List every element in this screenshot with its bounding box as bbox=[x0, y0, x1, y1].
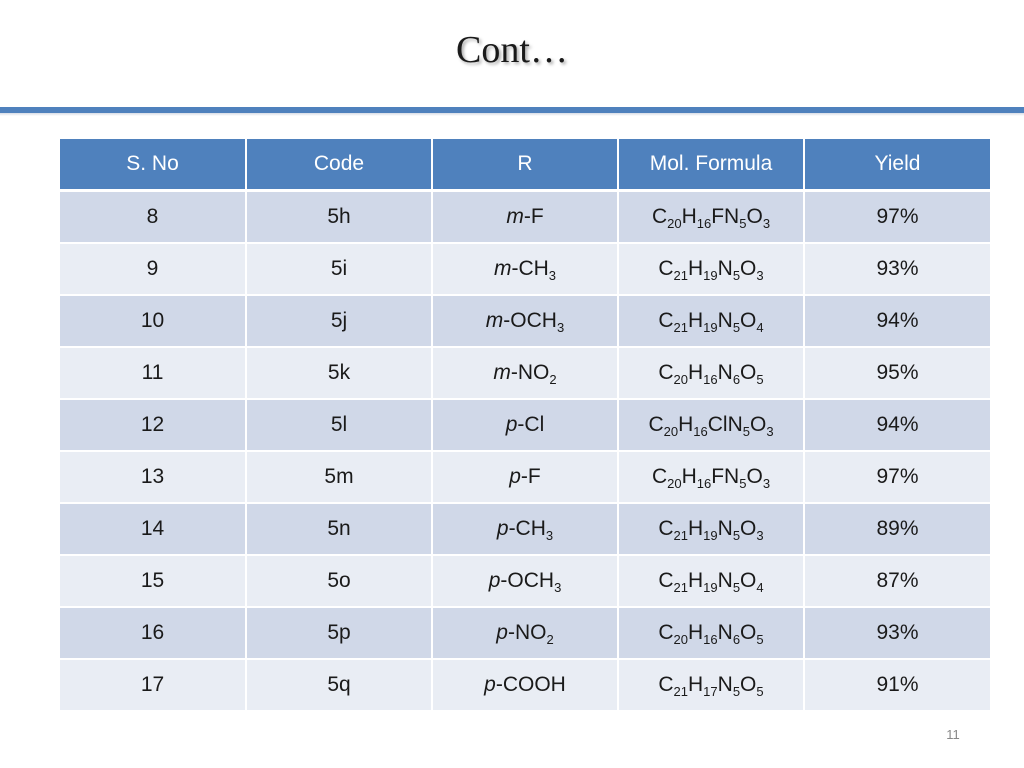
subscript: 20 bbox=[673, 372, 688, 387]
subscript: 3 bbox=[756, 528, 764, 543]
subscript: 5 bbox=[732, 580, 741, 595]
cell-mol-formula bbox=[618, 555, 804, 607]
text-part: -F bbox=[523, 205, 544, 228]
text-part: -NO bbox=[507, 621, 547, 644]
text-part: H bbox=[681, 205, 697, 228]
cell-r bbox=[432, 555, 618, 607]
r-position: m bbox=[506, 205, 524, 228]
text-part: -CH bbox=[508, 517, 546, 540]
text-part: -NO bbox=[510, 361, 550, 384]
cell-r bbox=[432, 295, 618, 347]
text-part: C bbox=[658, 621, 674, 644]
title-divider-shadow bbox=[0, 113, 1024, 116]
header-r: R bbox=[432, 139, 618, 191]
header-sno: S. No bbox=[60, 139, 246, 191]
cell-yield: 91% bbox=[804, 659, 990, 711]
table-row bbox=[60, 295, 990, 347]
r-position: p bbox=[509, 465, 521, 488]
cell-yield: 93% bbox=[804, 607, 990, 659]
slide-title: Cont… bbox=[456, 29, 568, 71]
text-part: O bbox=[740, 309, 757, 332]
text-part: H bbox=[688, 621, 704, 644]
text-part: O bbox=[740, 621, 757, 644]
subscript: 5 bbox=[732, 528, 741, 543]
cell-sno: 14 bbox=[60, 503, 246, 555]
cell-sno: 15 bbox=[60, 555, 246, 607]
cell-r bbox=[432, 243, 618, 295]
r-position: p bbox=[496, 517, 509, 540]
r-position: m bbox=[493, 361, 511, 384]
table-row bbox=[60, 503, 990, 555]
cell-yield: 97% bbox=[804, 191, 990, 244]
text-part: C bbox=[651, 465, 668, 488]
table-row bbox=[60, 555, 990, 607]
text-part: O bbox=[740, 361, 757, 384]
subscript: 21 bbox=[673, 580, 688, 595]
text-part: C bbox=[658, 309, 674, 332]
text-part: H bbox=[678, 413, 694, 436]
subscript: 5 bbox=[756, 632, 764, 647]
subscript: 21 bbox=[673, 320, 688, 335]
subscript: 3 bbox=[762, 476, 771, 491]
text-part: C bbox=[648, 413, 664, 436]
table-header-row bbox=[60, 139, 990, 191]
cell-code: 5k bbox=[246, 347, 432, 399]
r-position: m bbox=[493, 257, 512, 280]
cell-mol-formula bbox=[618, 347, 804, 399]
cell-mol-formula bbox=[618, 399, 804, 451]
r-position: m bbox=[485, 309, 504, 332]
cell-code: 5m bbox=[246, 451, 432, 503]
table-row bbox=[60, 243, 990, 295]
text-part: H bbox=[681, 465, 697, 488]
text-part: C bbox=[658, 361, 674, 384]
text-part: O bbox=[746, 205, 763, 228]
subscript: 5 bbox=[732, 268, 741, 283]
cell-sno: 17 bbox=[60, 659, 246, 711]
text-part: O bbox=[740, 569, 757, 592]
cell-mol-formula bbox=[618, 191, 804, 244]
subscript: 20 bbox=[667, 476, 682, 491]
subscript: 5 bbox=[732, 684, 741, 699]
table-body bbox=[60, 191, 990, 712]
cell-mol-formula bbox=[618, 503, 804, 555]
cell-sno: 11 bbox=[60, 347, 246, 399]
cell-sno: 9 bbox=[60, 243, 246, 295]
cell-code: 5l bbox=[246, 399, 432, 451]
cell-code: 5j bbox=[246, 295, 432, 347]
text-part: -OCH bbox=[503, 309, 557, 332]
cell-yield: 94% bbox=[804, 399, 990, 451]
subscript: 5 bbox=[742, 424, 750, 439]
r-position: p bbox=[488, 569, 501, 592]
cell-code: 5h bbox=[246, 191, 432, 244]
text-part: O bbox=[749, 413, 767, 436]
text-part: O bbox=[746, 465, 763, 488]
subscript: 2 bbox=[546, 632, 554, 647]
subscript: 5 bbox=[732, 320, 741, 335]
subscript: 3 bbox=[554, 580, 562, 595]
subscript: 20 bbox=[667, 216, 682, 231]
cell-r bbox=[432, 347, 618, 399]
table-row bbox=[60, 399, 990, 451]
text-part: O bbox=[740, 517, 757, 540]
subscript: 17 bbox=[703, 684, 718, 699]
text-part: C bbox=[658, 517, 674, 540]
text-part: O bbox=[740, 257, 757, 280]
text-part: -COOH bbox=[495, 673, 566, 696]
subscript: 5 bbox=[756, 684, 764, 699]
cell-r bbox=[432, 503, 618, 555]
text-part: C bbox=[658, 569, 674, 592]
subscript: 3 bbox=[556, 320, 565, 335]
text-part: N bbox=[717, 673, 733, 696]
page-number: 11 bbox=[946, 727, 960, 742]
cell-code: 5p bbox=[246, 607, 432, 659]
subscript: 20 bbox=[673, 632, 688, 647]
cell-yield: 89% bbox=[804, 503, 990, 555]
subscript: 3 bbox=[548, 268, 557, 283]
cell-yield: 94% bbox=[804, 295, 990, 347]
text-part: O bbox=[740, 673, 757, 696]
subscript: 4 bbox=[756, 320, 764, 335]
text-part: -F bbox=[520, 465, 541, 488]
r-position: p bbox=[496, 621, 508, 644]
table-row bbox=[60, 659, 990, 711]
table-row bbox=[60, 607, 990, 659]
cell-code: 5q bbox=[246, 659, 432, 711]
text-part: H bbox=[688, 257, 704, 280]
cell-code: 5i bbox=[246, 243, 432, 295]
subscript: 3 bbox=[762, 216, 771, 231]
subscript: 19 bbox=[703, 580, 718, 595]
cell-r bbox=[432, 191, 618, 244]
cell-r bbox=[432, 607, 618, 659]
cell-code: 5o bbox=[246, 555, 432, 607]
header-code: Code bbox=[246, 139, 432, 191]
text-part: N bbox=[717, 361, 733, 384]
table-row bbox=[60, 191, 990, 244]
subscript: 20 bbox=[663, 424, 679, 439]
cell-mol-formula bbox=[618, 243, 804, 295]
text-part: H bbox=[688, 309, 704, 332]
subscript: 19 bbox=[703, 528, 718, 543]
cell-mol-formula bbox=[618, 295, 804, 347]
cell-sno: 8 bbox=[60, 191, 246, 244]
r-position: p bbox=[505, 413, 518, 436]
subscript: 4 bbox=[756, 580, 764, 595]
table-row bbox=[60, 451, 990, 503]
cell-yield: 97% bbox=[804, 451, 990, 503]
subscript: 16 bbox=[693, 424, 708, 439]
text-part: N bbox=[717, 257, 733, 280]
cell-sno: 10 bbox=[60, 295, 246, 347]
cell-sno: 16 bbox=[60, 607, 246, 659]
subscript: 2 bbox=[549, 372, 557, 387]
subscript: 3 bbox=[545, 528, 554, 543]
subscript: 3 bbox=[756, 268, 764, 283]
text-part: -Cl bbox=[517, 413, 545, 436]
subscript: 21 bbox=[673, 528, 688, 543]
subscript: 16 bbox=[703, 632, 718, 647]
header-mol-formula: Mol. Formula bbox=[618, 139, 804, 191]
subscript: 3 bbox=[766, 424, 774, 439]
cell-sno: 13 bbox=[60, 451, 246, 503]
text-part: FN bbox=[711, 465, 740, 488]
cell-sno: 12 bbox=[60, 399, 246, 451]
subscript: 16 bbox=[703, 372, 718, 387]
text-part: H bbox=[688, 569, 704, 592]
subscript: 16 bbox=[696, 216, 712, 231]
compound-table bbox=[60, 139, 990, 712]
cell-r bbox=[432, 451, 618, 503]
text-part: N bbox=[717, 569, 733, 592]
cell-r bbox=[432, 659, 618, 711]
text-part: N bbox=[717, 621, 733, 644]
text-part: C bbox=[651, 205, 668, 228]
subscript: 6 bbox=[732, 372, 741, 387]
header-yield: Yield bbox=[804, 139, 990, 191]
subscript: 5 bbox=[756, 372, 764, 387]
cell-r bbox=[432, 399, 618, 451]
cell-code: 5n bbox=[246, 503, 432, 555]
text-part: ClN bbox=[707, 413, 743, 436]
text-part: -CH bbox=[511, 257, 549, 280]
table-row bbox=[60, 347, 990, 399]
text-part: H bbox=[688, 673, 704, 696]
subscript: 21 bbox=[673, 268, 688, 283]
text-part: N bbox=[717, 309, 733, 332]
cell-yield: 87% bbox=[804, 555, 990, 607]
text-part: H bbox=[688, 361, 704, 384]
text-part: C bbox=[658, 673, 674, 696]
text-part: FN bbox=[711, 205, 740, 228]
r-position: p bbox=[484, 673, 496, 696]
cell-mol-formula bbox=[618, 659, 804, 711]
cell-yield: 93% bbox=[804, 243, 990, 295]
subscript: 16 bbox=[696, 476, 712, 491]
subscript: 19 bbox=[703, 320, 718, 335]
text-part: N bbox=[717, 517, 733, 540]
subscript: 6 bbox=[732, 632, 741, 647]
cell-mol-formula bbox=[618, 607, 804, 659]
text-part: H bbox=[688, 517, 704, 540]
text-part: C bbox=[658, 257, 674, 280]
subscript: 21 bbox=[673, 684, 688, 699]
subscript: 5 bbox=[739, 476, 747, 491]
subscript: 19 bbox=[703, 268, 718, 283]
subscript: 5 bbox=[739, 216, 747, 231]
cell-yield: 95% bbox=[804, 347, 990, 399]
cell-mol-formula bbox=[618, 451, 804, 503]
text-part: -OCH bbox=[500, 569, 555, 592]
